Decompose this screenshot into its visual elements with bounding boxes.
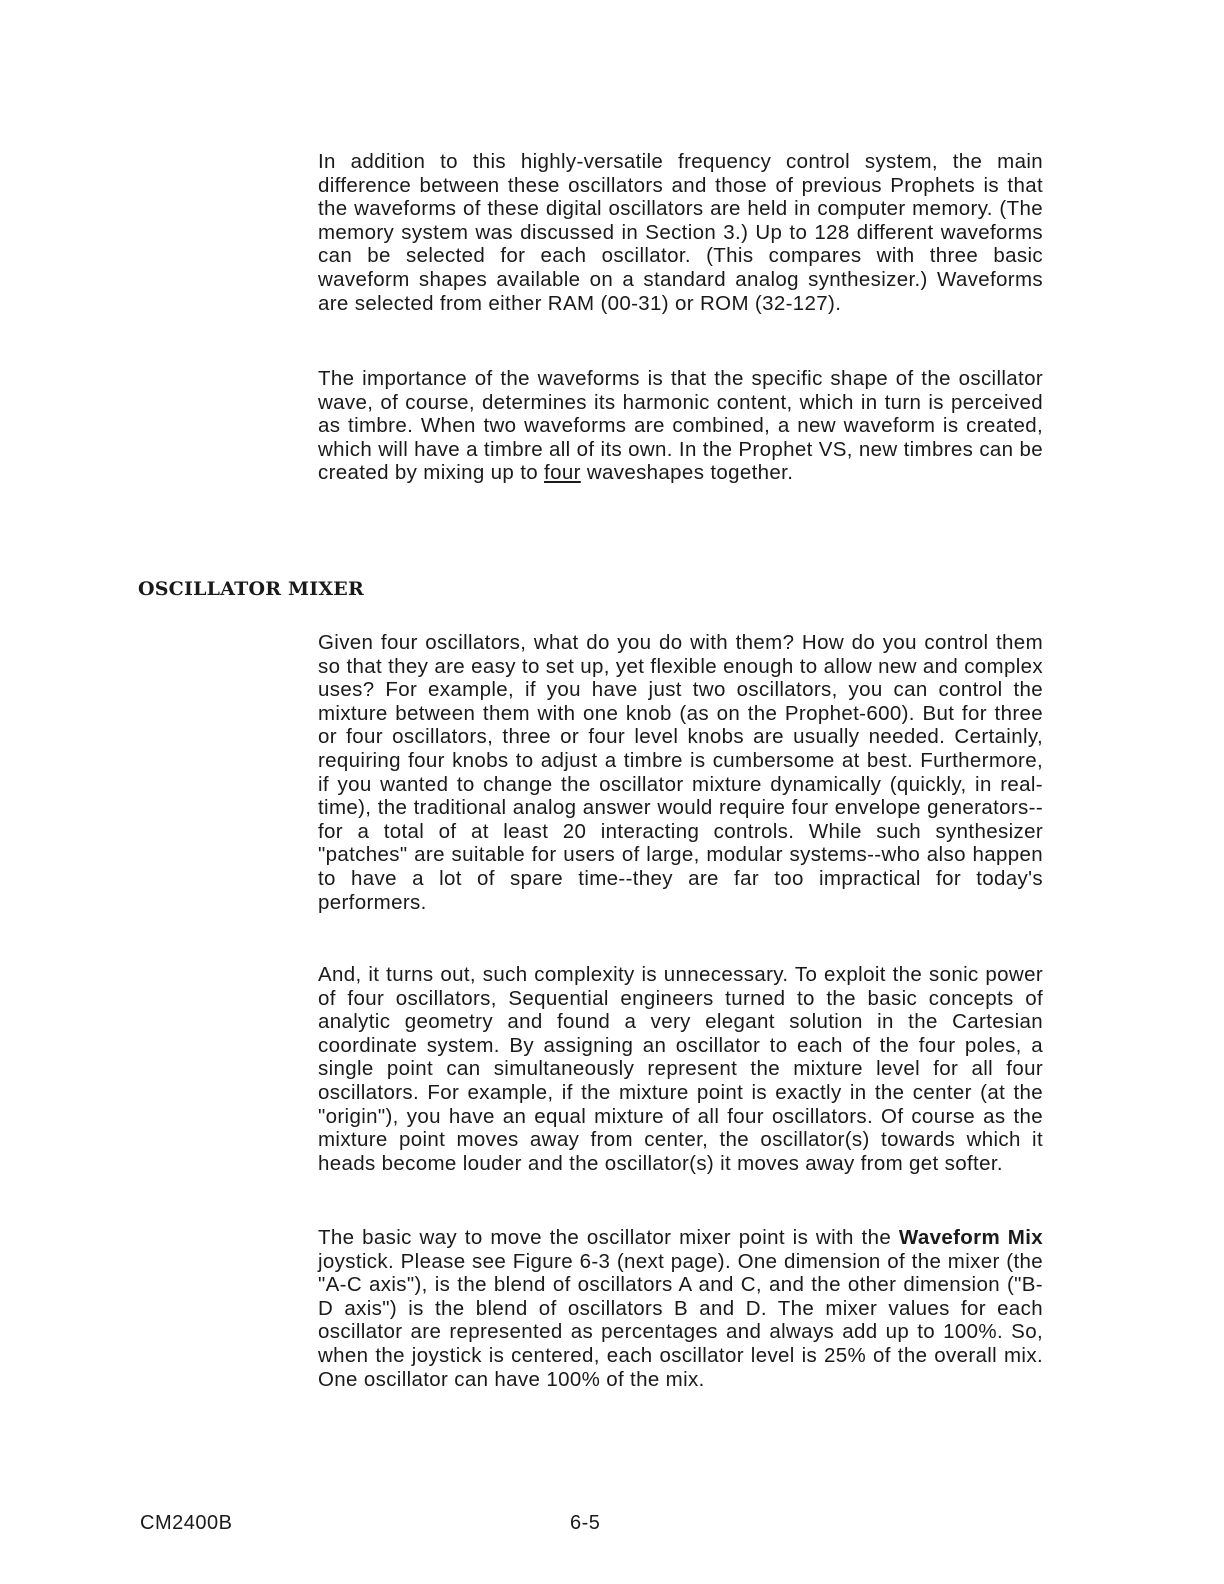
paragraph-text: The basic way to move the oscillator mixer point is with the: [318, 1226, 899, 1249]
underlined-word: four: [544, 461, 581, 485]
paragraph-text: waveshapes together.: [580, 461, 794, 485]
section-heading: OSCILLATOR MIXER: [138, 578, 364, 600]
paragraph-waveform-mix-joystick: [318, 1226, 1043, 1391]
paragraph-waveform-importance: [318, 367, 1043, 485]
paragraph-four-oscillators: Given four oscillators, what do you do with them? How do you control them so that they are easy to set up, yet flexible enough to allow new and complex uses? For example, if you have just two oscillators, you can control the mixture between them with one knob (as on the Prophet-600). But for three or four oscillators, three or four level knobs are usually needed. Certainly, requiring four knobs to adjust a timbre is cumbersome at best. Furthermore, if you wanted to change the oscillator mixture dynamically (quickly, in real-time), the traditional analog answer would require four envelope generators--for a total of at least 20 interacting controls. While such synthesizer "patches" are suitable for users of large, modular systems--who also happen to have a lot of spare time--they are far too impractical for today's performers.: [318, 631, 1043, 914]
page-number: 6-5: [570, 1512, 601, 1534]
paragraph-waveform-memory: In addition to this highly-versatile frequency control system, the main difference between these oscillators and those of previous Prophets is that the waveforms of these digital oscillators are held in computer memory. (The memory system was discussed in Section 3.) Up to 128 different waveforms can be selected for each oscillator. (This compares with three basic waveform shapes available on a standard analog synthesizer.) Waveforms are selected from either RAM (00-31) or ROM (32-127).: [318, 150, 1043, 315]
paragraph-text: The importance of the waveforms is that the specific shape of the oscillator wave, of course, determines its harmonic content, which in turn is perceived as timbre. When two waveforms are combined, a new waveform is created, which will have a timbre all of its own. In the Prophet VS, new timbres can be created by mixing up to: [318, 367, 1043, 485]
paragraph-text: joystick. Please see Figure 6-3 (next page). One dimension of the mixer (the "A-C axis"), is the blend of oscillators A and C, and the other dimension ("B-D axis") is the blend of oscillators B and D. The mixer values for each oscillator are represented as percentages and always add up to 100%. So, when the joystick is centered, each oscillator level is 25% of the overall mix. One oscillator can have 100% of the mix.: [318, 1249, 1043, 1391]
bold-term: Waveform Mix: [898, 1226, 1044, 1249]
document-code: CM2400B: [140, 1512, 233, 1534]
paragraph-cartesian-solution: And, it turns out, such complexity is unnecessary. To exploit the sonic power of four oscillators, Sequential engineers turned to the basic concepts of analytic geometry and found a very elegant solution in the Cartesian coordinate system. By assigning an oscillator to each of the four poles, a single point can simultaneously represent the mixture level for all four oscillators. For example, if the mixture point is exactly in the center (at the "origin"), you have an equal mixture of all four oscillators. Of course as the mixture point moves away from center, the oscillator(s) towards which it heads become louder and the oscillator(s) it moves away from get softer.: [318, 963, 1043, 1175]
